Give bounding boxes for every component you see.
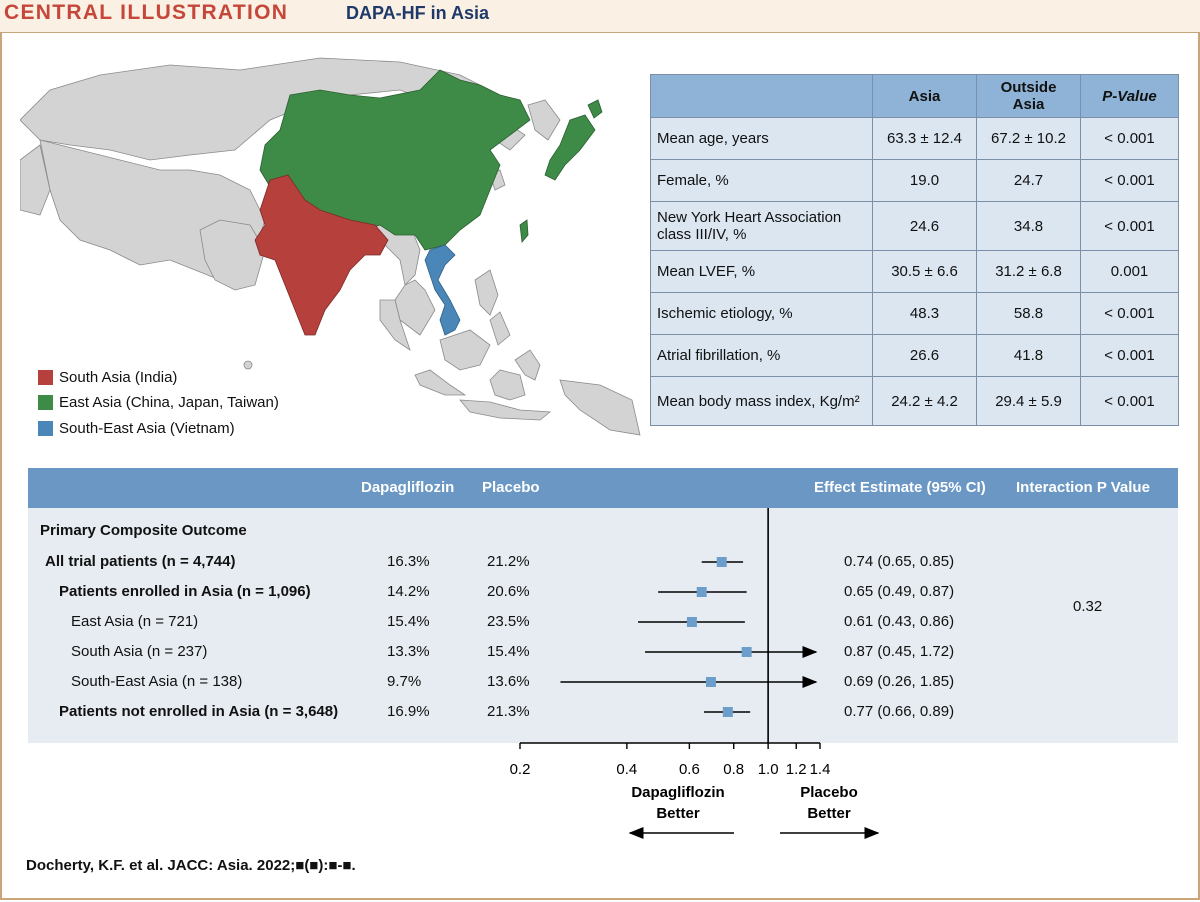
column-header-placebo: Placebo [482,479,540,496]
table-cell-label: Mean LVEF, % [651,251,873,293]
x-axis-tick-label: 1.2 [785,761,807,778]
forest-row-label: East Asia (n = 721) [71,613,199,630]
point-estimate-marker [706,677,716,687]
table-cell-asia: 63.3 ± 12.4 [873,118,977,160]
x-axis-tick-label: 1.0 [757,761,779,778]
forest-row-label: Patients not enrolled in Asia (n = 3,648) [59,703,339,720]
table-cell-outside-asia: 58.8 [977,293,1081,335]
placebo-better-label-line2: Better [807,805,851,822]
forest-row-label: South Asia (n = 237) [71,643,208,660]
table-cell-outside-asia: 24.7 [977,160,1081,202]
x-axis-tick-label: 0.4 [616,761,638,778]
table-cell-outside-asia: 41.8 [977,335,1081,377]
table-cell-p-value: < 0.001 [1081,202,1179,251]
placebo-better-label-line1: Placebo [800,784,858,801]
forest-row-ci-text: 0.77 (0.66, 0.89) [844,703,955,720]
table-cell-asia: 26.6 [873,335,977,377]
table-cell-p-value: 0.001 [1081,251,1179,293]
section-title: Primary Composite Outcome [40,522,247,539]
forest-row-ci-text: 0.69 (0.26, 1.85) [844,673,955,690]
legend-label-east-asia: East Asia (China, Japan, Taiwan) [59,393,279,411]
table-cell-p-value: < 0.001 [1081,335,1179,377]
x-axis-tick-label: 1.4 [809,761,831,778]
forest-row-ci-text: 0.87 (0.45, 1.72) [844,643,955,660]
table-cell-p-value: < 0.001 [1081,118,1179,160]
point-estimate-marker [687,617,697,627]
legend-label-south-asia: South Asia (India) [59,368,178,386]
table-cell-label: Female, % [651,160,873,202]
x-axis-tick-label: 0.6 [678,761,700,778]
table-cell-label: Mean age, years [651,118,873,160]
forest-row-dapagliflozin: 13.3% [387,643,430,660]
table-cell-p-value: < 0.001 [1081,377,1179,426]
forest-row-placebo: 23.5% [487,613,530,630]
forest-row-dapagliflozin: 9.7% [387,673,422,690]
forest-row-placebo: 21.2% [487,553,530,570]
point-estimate-marker [742,647,752,657]
forest-row-placebo: 20.6% [487,583,530,600]
interaction-p-value: 0.32 [1073,598,1103,615]
table-cell-asia: 24.2 ± 4.2 [873,377,977,426]
table-cell-outside-asia: 67.2 ± 10.2 [977,118,1081,160]
column-header-effect-estimate: Effect Estimate (95% CI) [814,479,986,496]
forest-row-dapagliflozin: 16.3% [387,553,430,570]
x-axis-tick-label: 0.2 [509,761,531,778]
table-header-asia: Asia [873,75,977,118]
table-cell-label: Atrial fibrillation, % [651,335,873,377]
forest-row-label: All trial patients (n = 4,744) [45,553,236,570]
point-estimate-marker [723,707,733,717]
central-illustration-label: CENTRAL ILLUSTRATION [4,1,289,24]
forest-row-dapagliflozin: 16.9% [387,703,430,720]
forest-row-label: Patients enrolled in Asia (n = 1,096) [59,583,311,600]
table-cell-asia: 48.3 [873,293,977,335]
table-cell-outside-asia: 29.4 ± 5.9 [977,377,1081,426]
forest-row-dapagliflozin: 14.2% [387,583,430,600]
table-cell-label: Mean body mass index, Kg/m² [651,377,873,426]
table-cell-outside-asia: 34.8 [977,202,1081,251]
forest-row-ci-text: 0.61 (0.43, 0.86) [844,613,955,630]
table-cell-outside-asia: 31.2 ± 6.8 [977,251,1081,293]
illustration-subtitle: DAPA-HF in Asia [346,3,490,23]
dapagliflozin-better-label-line2: Better [656,805,700,822]
table-cell-asia: 19.0 [873,160,977,202]
forest-row-ci-text: 0.65 (0.49, 0.87) [844,583,955,600]
table-cell-label: Ischemic etiology, % [651,293,873,335]
table-cell-p-value: < 0.001 [1081,160,1179,202]
table-header-outside-asia: Outside Asia [977,75,1081,118]
forest-row-ci-text: 0.74 (0.65, 0.85) [844,553,955,570]
table-cell-label: New York Heart Association class III/IV, % [651,202,873,251]
forest-row-dapagliflozin: 15.4% [387,613,430,630]
table-cell-asia: 30.5 ± 6.6 [873,251,977,293]
forest-row-placebo: 15.4% [487,643,530,660]
forest-row-placebo: 13.6% [487,673,530,690]
column-header-dapagliflozin: Dapagliflozin [361,479,455,496]
dapagliflozin-better-label-line1: Dapagliflozin [631,784,725,801]
forest-row-placebo: 21.3% [487,703,530,720]
point-estimate-marker [717,557,727,567]
column-header-interaction-p: Interaction P Value [1016,479,1150,496]
legend-label-south-east-asia: South-East Asia (Vietnam) [59,419,235,437]
forest-row-label: South-East Asia (n = 138) [71,673,243,690]
table-header-p-value-text: P-Value [1102,87,1157,105]
table-cell-asia: 24.6 [873,202,977,251]
point-estimate-marker [697,587,707,597]
x-axis-tick-label: 0.8 [723,761,745,778]
table-cell-p-value: < 0.001 [1081,293,1179,335]
citation: Docherty, K.F. et al. JACC: Asia. 2022;■(■):■-■. [26,857,356,874]
